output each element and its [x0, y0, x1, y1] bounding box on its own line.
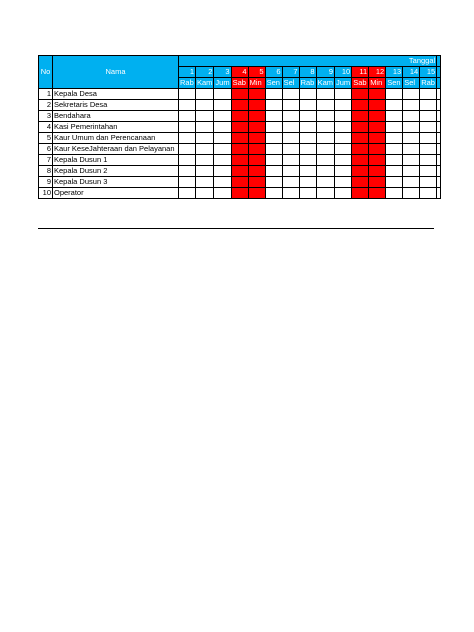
row-number: 6 [39, 144, 53, 155]
attendance-cell[interactable] [352, 111, 369, 122]
table-row [39, 155, 441, 166]
attendance-cell[interactable] [231, 133, 248, 144]
attendance-cell[interactable] [420, 177, 437, 188]
attendance-cell[interactable] [386, 166, 403, 177]
date-number-5: 5 [248, 67, 265, 78]
attendance-cell[interactable] [386, 144, 403, 155]
attendance-cell[interactable] [299, 177, 316, 188]
attendance-cell[interactable] [214, 155, 231, 166]
attendance-cell[interactable] [386, 133, 403, 144]
attendance-cell[interactable] [248, 122, 265, 133]
attendance-cell[interactable] [352, 144, 369, 155]
attendance-cell[interactable] [420, 122, 437, 133]
attendance-cell[interactable] [299, 155, 316, 166]
attendance-cell[interactable] [265, 166, 282, 177]
attendance-cell[interactable] [316, 144, 334, 155]
attendance-cell[interactable] [316, 188, 334, 199]
attendance-cell[interactable] [179, 177, 196, 188]
table-row [39, 133, 441, 144]
overflow-cell [437, 144, 441, 155]
attendance-cell[interactable] [335, 89, 352, 100]
attendance-cell[interactable] [316, 89, 334, 100]
attendance-cell[interactable] [386, 177, 403, 188]
attendance-cell[interactable] [386, 111, 403, 122]
attendance-cell[interactable] [352, 155, 369, 166]
attendance-cell[interactable] [420, 100, 437, 111]
row-name: Kaur Umum dan Perencanaan [53, 133, 179, 144]
attendance-cell[interactable] [369, 144, 386, 155]
attendance-cell[interactable] [265, 100, 282, 111]
attendance-cell[interactable] [196, 122, 214, 133]
attendance-cell[interactable] [403, 188, 420, 199]
table-row [39, 89, 441, 100]
attendance-cell[interactable] [369, 188, 386, 199]
attendance-cell[interactable] [196, 111, 214, 122]
row-number: 8 [39, 166, 53, 177]
attendance-cell[interactable] [369, 111, 386, 122]
attendance-cell[interactable] [386, 188, 403, 199]
table-row [39, 166, 441, 177]
row-name: Kepala Desa [53, 89, 179, 100]
date-number-10: 10 [335, 67, 352, 78]
date-day-10: Jum [336, 78, 351, 87]
row-number: 1 [39, 89, 53, 100]
attendance-cell[interactable] [335, 133, 352, 144]
row-name: Kepala Dusun 2 [53, 166, 179, 177]
header-overflow [437, 56, 441, 67]
table-row [39, 100, 441, 111]
attendance-cell[interactable] [231, 100, 248, 111]
attendance-cell[interactable] [282, 188, 299, 199]
attendance-cell[interactable] [248, 111, 265, 122]
attendance-cell[interactable] [248, 144, 265, 155]
attendance-cell[interactable] [214, 100, 231, 111]
date-number-9: 9 [316, 67, 334, 78]
date-day-6: Sen [265, 78, 282, 89]
row-number: 7 [39, 155, 53, 166]
attendance-cell[interactable] [299, 188, 316, 199]
row-name: Sekretaris Desa [53, 100, 179, 111]
overflow-cell [437, 166, 441, 177]
attendance-cell[interactable] [248, 89, 265, 100]
attendance-cell[interactable] [265, 89, 282, 100]
attendance-cell[interactable] [335, 177, 352, 188]
attendance-cell[interactable] [386, 89, 403, 100]
table-row [39, 177, 441, 188]
table-row [39, 188, 441, 199]
date-number-1: 1 [179, 67, 196, 78]
attendance-cell[interactable] [420, 111, 437, 122]
attendance-cell[interactable] [214, 89, 231, 100]
attendance-cell[interactable] [352, 89, 369, 100]
overflow-cell [437, 155, 441, 166]
date-day-12: Min [369, 78, 386, 89]
attendance-cell[interactable] [196, 177, 214, 188]
attendance-cell[interactable] [403, 89, 420, 100]
attendance-cell[interactable] [299, 144, 316, 155]
attendance-cell[interactable] [352, 100, 369, 111]
attendance-cell[interactable] [282, 166, 299, 177]
header-no: No [39, 56, 53, 89]
attendance-cell[interactable] [299, 89, 316, 100]
attendance-cell[interactable] [231, 177, 248, 188]
attendance-cell[interactable] [352, 122, 369, 133]
attendance-cell[interactable] [420, 144, 437, 155]
attendance-cell[interactable] [248, 188, 265, 199]
attendance-cell[interactable] [179, 133, 196, 144]
date-number-2: 2 [196, 67, 214, 78]
row-number: 3 [39, 111, 53, 122]
date-number-15: 15 [420, 67, 437, 78]
attendance-cell[interactable] [335, 111, 352, 122]
attendance-cell[interactable] [316, 177, 334, 188]
attendance-cell[interactable] [196, 155, 214, 166]
date-day-2: Kam [197, 78, 213, 87]
date-number-11: 11 [352, 67, 369, 78]
attendance-cell[interactable] [386, 155, 403, 166]
table-row [39, 111, 441, 122]
date-day-9: Kam [317, 78, 334, 87]
attendance-cell[interactable] [265, 122, 282, 133]
row-name: Bendahara [53, 111, 179, 122]
row-name: Kepala Dusun 1 [53, 155, 179, 166]
date-day-7: Sel [282, 78, 299, 89]
date-number-6: 6 [265, 67, 282, 78]
attendance-cell[interactable] [316, 111, 334, 122]
attendance-cell[interactable] [420, 188, 437, 199]
attendance-cell[interactable] [282, 177, 299, 188]
attendance-cell[interactable] [282, 122, 299, 133]
attendance-cell[interactable] [369, 122, 386, 133]
attendance-cell[interactable] [282, 100, 299, 111]
date-day-11: Sab [352, 78, 369, 89]
attendance-cell[interactable] [265, 111, 282, 122]
attendance-cell[interactable] [335, 188, 352, 199]
date-number-7: 7 [282, 67, 299, 78]
attendance-cell[interactable] [420, 89, 437, 100]
row-name: Kasi Pemerintahan [53, 122, 179, 133]
date-day-14: Sel [403, 78, 420, 89]
attendance-cell[interactable] [386, 122, 403, 133]
attendance-cell[interactable] [335, 155, 352, 166]
date-day-4: Sab [231, 78, 248, 89]
attendance-cell[interactable] [248, 166, 265, 177]
attendance-cell[interactable] [179, 100, 196, 111]
attendance-cell[interactable] [179, 166, 196, 177]
attendance-cell[interactable] [231, 89, 248, 100]
attendance-cell[interactable] [403, 177, 420, 188]
row-number: 10 [39, 188, 53, 199]
attendance-cell[interactable] [265, 144, 282, 155]
attendance-cell[interactable] [214, 122, 231, 133]
attendance-cell[interactable] [196, 133, 214, 144]
attendance-cell[interactable] [196, 188, 214, 199]
attendance-cell[interactable] [248, 133, 265, 144]
attendance-cell[interactable] [214, 111, 231, 122]
date-number-12: 12 [369, 67, 386, 78]
attendance-cell[interactable] [335, 144, 352, 155]
attendance-cell[interactable] [231, 188, 248, 199]
attendance-cell[interactable] [231, 122, 248, 133]
row-name: Kaur KeseJahteraan dan Pelayanan [53, 144, 179, 155]
attendance-cell[interactable] [265, 133, 282, 144]
date-number-14: 14 [403, 67, 420, 78]
row-name: Kepala Dusun 3 [53, 177, 179, 188]
attendance-cell[interactable] [335, 166, 352, 177]
attendance-cell[interactable] [231, 111, 248, 122]
attendance-cell[interactable] [214, 144, 231, 155]
attendance-cell[interactable] [282, 111, 299, 122]
attendance-cell[interactable] [231, 144, 248, 155]
attendance-cell[interactable] [369, 89, 386, 100]
attendance-cell[interactable] [403, 133, 420, 144]
overflow-cell [437, 177, 441, 188]
attendance-cell[interactable] [352, 177, 369, 188]
attendance-cell[interactable] [282, 155, 299, 166]
attendance-cell[interactable] [352, 133, 369, 144]
table-row [39, 144, 441, 155]
attendance-cell[interactable] [282, 89, 299, 100]
attendance-cell[interactable] [179, 188, 196, 199]
overflow-cell [437, 100, 441, 111]
attendance-cell[interactable] [369, 177, 386, 188]
row-number: 9 [39, 177, 53, 188]
date-number-8: 8 [299, 67, 316, 78]
attendance-cell[interactable] [299, 133, 316, 144]
attendance-cell[interactable] [299, 122, 316, 133]
attendance-cell[interactable] [196, 100, 214, 111]
attendance-cell[interactable] [316, 133, 334, 144]
header-overflow [437, 67, 441, 78]
date-day-5: Min [248, 78, 265, 89]
overflow-cell [437, 188, 441, 199]
attendance-cell[interactable] [316, 100, 334, 111]
attendance-cell[interactable] [403, 155, 420, 166]
overflow-cell [437, 111, 441, 122]
attendance-cell[interactable] [335, 122, 352, 133]
attendance-cell[interactable] [420, 133, 437, 144]
attendance-cell[interactable] [265, 177, 282, 188]
attendance-cell[interactable] [316, 122, 334, 133]
date-day-3: Jum [215, 78, 230, 87]
attendance-cell[interactable] [403, 122, 420, 133]
attendance-cell[interactable] [248, 100, 265, 111]
date-number-4: 4 [231, 67, 248, 78]
row-name: Operator [53, 188, 179, 199]
header-tanggal: Tanggal [179, 56, 437, 67]
overflow-cell [437, 122, 441, 133]
row-number: 2 [39, 100, 53, 111]
attendance-cell[interactable] [369, 133, 386, 144]
date-day-1: Rab [180, 78, 194, 87]
attendance-cell[interactable] [196, 144, 214, 155]
attendance-cell[interactable] [214, 177, 231, 188]
overflow-cell [437, 89, 441, 100]
attendance-cell[interactable] [282, 133, 299, 144]
bottom-rule [38, 228, 434, 229]
attendance-cell[interactable] [248, 155, 265, 166]
header-row-tanggal [39, 56, 441, 67]
attendance-cell[interactable] [282, 144, 299, 155]
attendance-cell[interactable] [231, 155, 248, 166]
attendance-cell[interactable] [403, 100, 420, 111]
attendance-cell[interactable] [335, 100, 352, 111]
attendance-cell[interactable] [299, 100, 316, 111]
attendance-cell[interactable] [299, 111, 316, 122]
date-day-13: Sen [386, 78, 403, 89]
table-row [39, 122, 441, 133]
date-day-8: Rab [300, 78, 315, 87]
attendance-cell[interactable] [403, 144, 420, 155]
table-body [39, 89, 441, 199]
attendance-cell[interactable] [179, 155, 196, 166]
overflow-cell [437, 133, 441, 144]
row-number: 4 [39, 122, 53, 133]
attendance-cell[interactable] [265, 188, 282, 199]
attendance-cell[interactable] [248, 177, 265, 188]
attendance-cell[interactable] [214, 188, 231, 199]
attendance-cell[interactable] [265, 155, 282, 166]
attendance-cell[interactable] [214, 133, 231, 144]
attendance-cell[interactable] [196, 166, 214, 177]
attendance-cell[interactable] [352, 188, 369, 199]
attendance-cell[interactable] [386, 100, 403, 111]
attendance-cell[interactable] [420, 155, 437, 166]
row-number: 5 [39, 133, 53, 144]
attendance-cell[interactable] [179, 111, 196, 122]
attendance-cell[interactable] [316, 155, 334, 166]
attendance-cell[interactable] [352, 166, 369, 177]
attendance-cell[interactable] [214, 166, 231, 177]
attendance-cell[interactable] [369, 166, 386, 177]
attendance-cell[interactable] [231, 166, 248, 177]
attendance-cell[interactable] [369, 100, 386, 111]
attendance-cell[interactable] [420, 166, 437, 177]
attendance-cell[interactable] [179, 144, 196, 155]
header-nama: Nama [53, 56, 179, 89]
date-number-13: 13 [386, 67, 403, 78]
attendance-cell[interactable] [299, 166, 316, 177]
header-overflow [437, 78, 441, 89]
attendance-cell[interactable] [316, 166, 334, 177]
date-day-15: Rab [421, 78, 435, 87]
attendance-cell[interactable] [403, 111, 420, 122]
attendance-cell[interactable] [179, 122, 196, 133]
attendance-table [38, 55, 441, 199]
attendance-cell[interactable] [403, 166, 420, 177]
date-number-3: 3 [214, 67, 231, 78]
attendance-cell[interactable] [179, 89, 196, 100]
attendance-cell[interactable] [196, 89, 214, 100]
attendance-cell[interactable] [369, 155, 386, 166]
